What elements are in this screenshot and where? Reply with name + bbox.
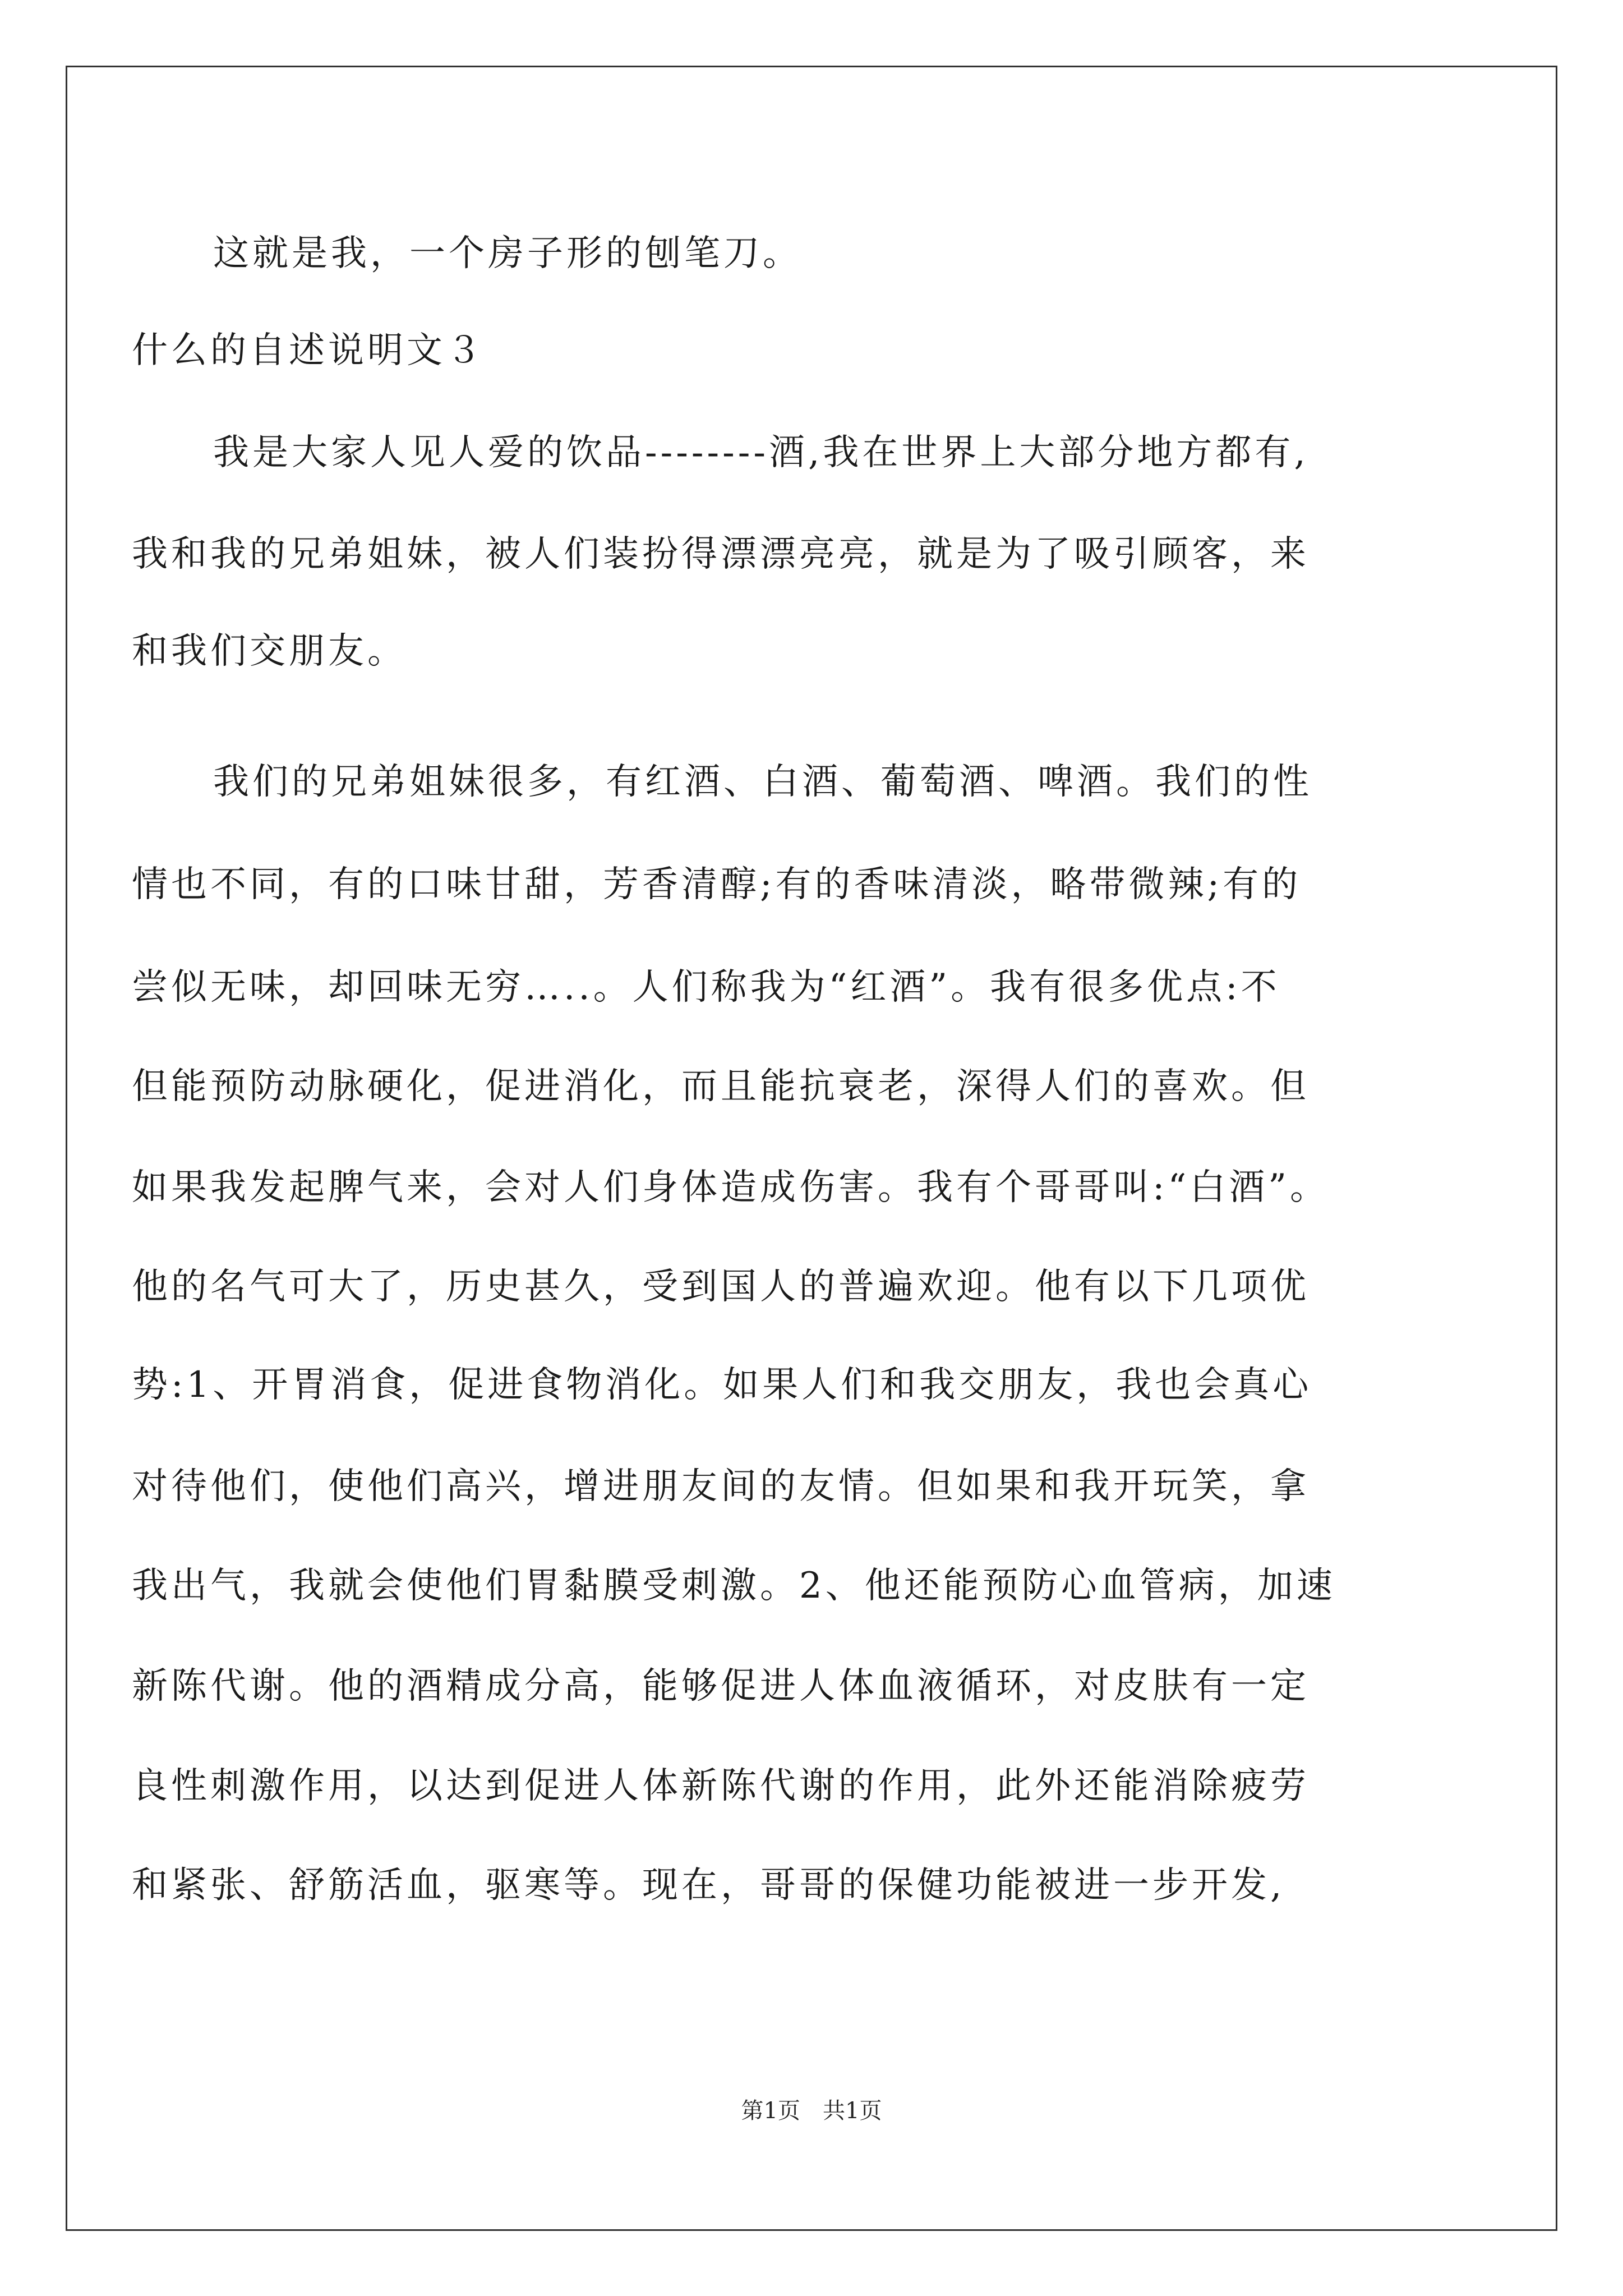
paragraph-line: 他的名气可大了，历史甚久，受到国人的普遍欢迎。他有以下几项优 (132, 1266, 1310, 1308)
paragraph-line: 势:1、开胃消食，促进食物消化。如果人们和我交朋友，我也会真心 (132, 1364, 1312, 1406)
paragraph-line: 良性刺激作用，以达到促进人体新陈代谢的作用，此外还能消除疲劳 (132, 1765, 1310, 1807)
paragraph-line: 和紧张、舒筋活血，驱寒等。现在，哥哥的保健功能被进一步开发, (132, 1865, 1285, 1906)
paragraph-line: 新陈代谢。他的酒精成分高，能够促进人体血液循环，对皮肤有一定 (132, 1665, 1310, 1707)
page-footer: 第1页 共1页 (741, 2098, 882, 2124)
paragraph-line: 情也不同，有的口味甘甜，芳香清醇;有的香味清淡，略带微辣;有的 (132, 864, 1302, 905)
paragraph-line: 对待他们，使他们高兴，增进朋友间的友情。但如果和我开玩笑，拿 (132, 1466, 1310, 1507)
paragraph-line: 我和我的兄弟姐妹，被人们装扮得漂漂亮亮，就是为了吸引顾客，来 (132, 533, 1310, 575)
paragraph-line: 但能预防动脉硬化，促进消化，而且能抗衰老，深得人们的喜欢。但 (132, 1066, 1310, 1107)
paragraph-line: 这就是我，一个房子形的刨笔刀。 (213, 233, 802, 274)
paragraph-line: 和我们交朋友。 (132, 631, 407, 672)
paragraph-line: 我们的兄弟姐妹很多，有红酒、白酒、葡萄酒、啤酒。我们的性 (213, 761, 1312, 803)
paragraph-line: 我出气，我就会使他们胃黏膜受刺激。2、他还能预防心血管病，加速 (132, 1565, 1336, 1607)
paragraph-line: 尝似无味，却回味无穷…..。人们称我为“红酒”。我有很多优点:不 (132, 967, 1280, 1008)
section-heading: 什么的自述说明文３ (132, 330, 485, 371)
paragraph-line: 如果我发起脾气来，会对人们身体造成伤害。我有个哥哥叫:“白酒”。 (132, 1167, 1329, 1208)
paragraph-line: 我是大家人见人爱的饮品--------酒,我在世界上大部分地方都有, (213, 432, 1309, 473)
